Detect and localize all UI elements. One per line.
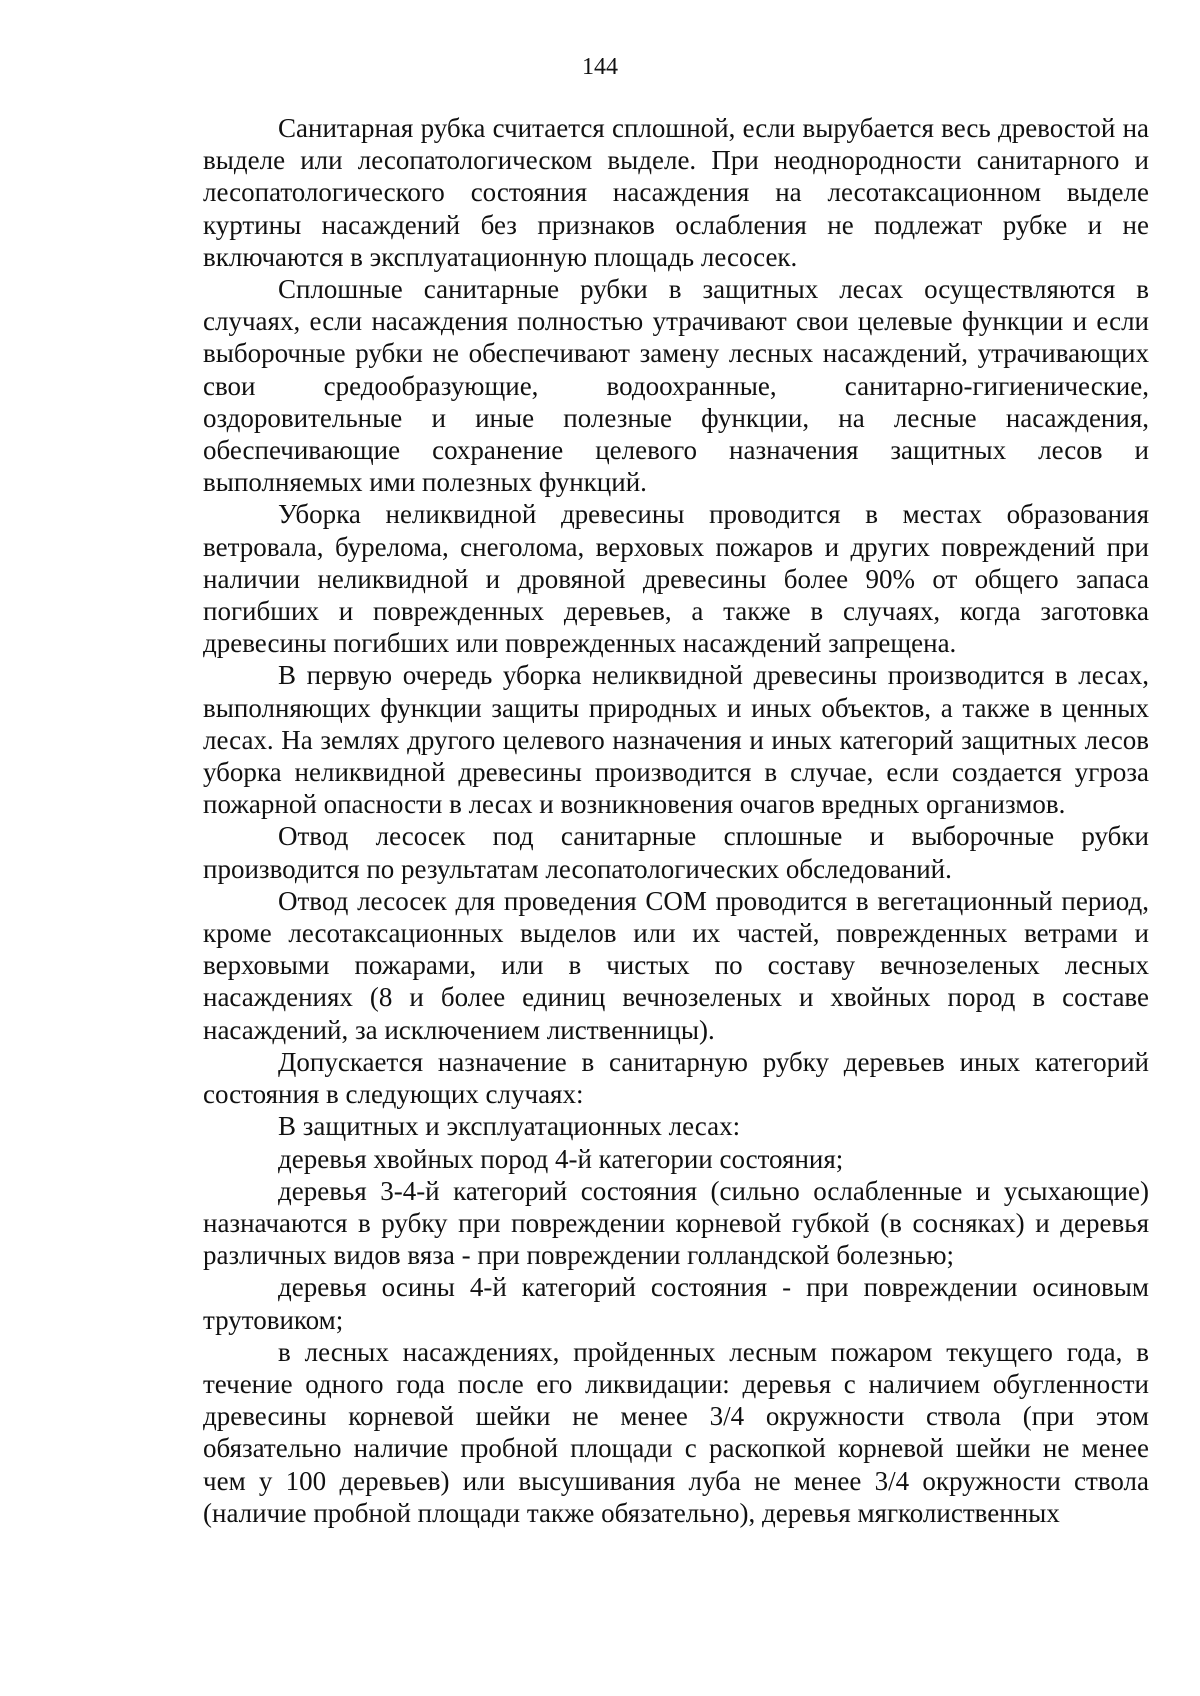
- paragraph-6: Отвод лесосек для проведения СОМ проводится в вегетационный период, кроме лесотаксационных выделов или их частей, поврежденных ветрами и верховыми пожарами, или в чистых по составу вечнозеленых лесных насаждениях (8 и более единиц вечнозеленых и хвойных пород в составе насаждений, за исключением лиственницы).: [203, 885, 1149, 1045]
- paragraph-2: Сплошные санитарные рубки в защитных лесах осуществляются в случаях, если насаждения полностью утрачивают свои целевые функции и если выборочные рубки не обеспечивают замену лесных насаждений, утрачивающих свои средообразующие, водоохранные, санитарно-гигиенические, оздоровительные и иные полезные функции, на лесные насаждения, обеспечивающие сохранение целевого назначения защитных лесов и выполняемых ими полезных функций.: [203, 274, 1149, 498]
- paragraph-10: деревья 3-4-й категорий состояния (сильно ослабленные и усыхающие) назначаются в рубку при повреждении корневой губкой (в сосняках) и деревья различных видов вяза - при повреждении голландской болезнью;: [203, 1175, 1149, 1271]
- paragraph-4: В первую очередь уборка неликвидной древесины производится в лесах, выполняющих функции защиты природных и иных объектов, а также в ценных лесах. На землях другого целевого назначения и иных категорий защитных лесов уборка неликвидной древесины производится в случае, если создается угроза пожарной опасности в лесах и возникновения очагов вредных организмов.: [203, 660, 1149, 820]
- paragraph-1: Санитарная рубка считается сплошной, если вырубается весь древостой на выделе или лесопатологическом выделе. При неоднородности санитарного и лесопатологического состояния насаждения на лесотаксационном выделе куртины насаждений без признаков ослабления не подлежат рубке и не включаются в эксплуатационную площадь лесосек.: [203, 113, 1149, 272]
- body-text: [203, 112, 1149, 1529]
- paragraph-3: Уборка неликвидной древесины проводится в местах образования ветровала, бурелома, снеголома, верховых пожаров и других повреждений при наличии неликвидной и дровяной древесины более 90% от общего запаса погибших и поврежденных деревьев, а также в случаях, когда заготовка древесины погибших или поврежденных насаждений запрещена.: [203, 499, 1149, 659]
- paragraph-11: деревья осины 4-й категорий состояния - при повреждении осиновым трутовиком;: [203, 1272, 1149, 1335]
- paragraph-8: В защитных и эксплуатационных лесах:: [278, 1111, 741, 1142]
- paragraph-5: Отвод лесосек под санитарные сплошные и выборочные рубки производится по результатам лесопатологических обследований.: [203, 821, 1149, 884]
- page-number: 144: [582, 54, 618, 80]
- paragraph-9: деревья хвойных пород 4-й категории состояния;: [278, 1143, 844, 1174]
- paragraph-7: Допускается назначение в санитарную рубку деревьев иных категорий состояния в следующих случаях:: [203, 1046, 1149, 1110]
- paragraph-12: в лесных насаждениях, пройденных лесным пожаром текущего года, в течение одного года после его ликвидации: деревья с наличием обугленности древесины корневой шейки не менее 3/4 окружности ствола (при этом обязательно наличие пробной площади с раскопкой корневой шейки не менее чем у 100 деревьев) или высушивания луба не менее 3/4 окружности ствола (наличие пробной площади также обязательно), деревья мягколиственных: [203, 1336, 1149, 1528]
